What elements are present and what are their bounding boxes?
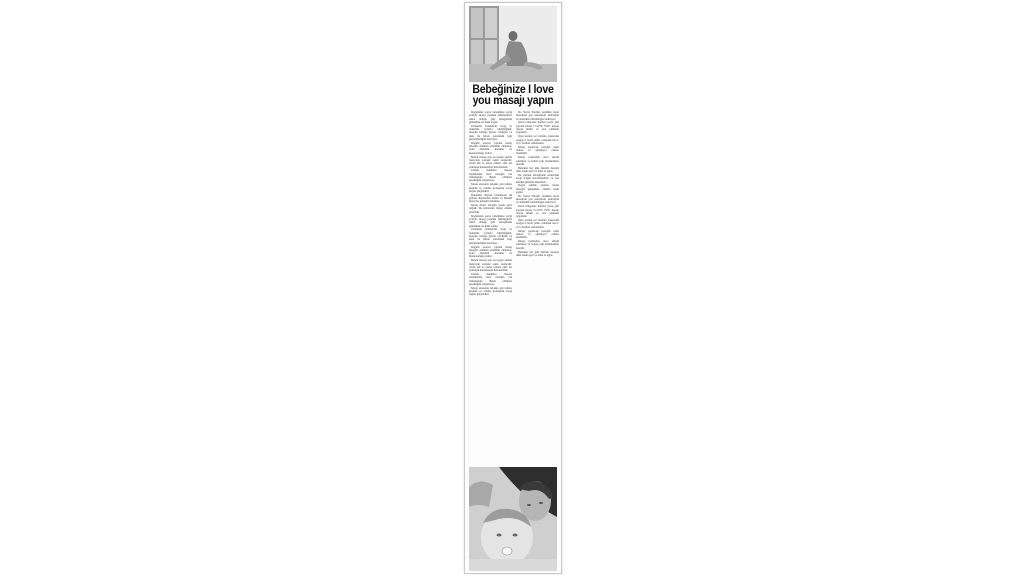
headline-line-1: Bebeğinize I love <box>472 84 554 96</box>
paragraph: Doğum sonrası yapılan masaj bebeğin sindirim sistemini rahatlatır, uyku düzenini destekler ve huzursuzluğu azaltır. <box>469 245 512 259</box>
article-headline <box>471 85 556 107</box>
paragraph: Doğumdan sonra bebeğinize sevgi yoluyla masaj yapmak sakinleştirici etkisi olduğu gibi bebeğinizin gelişimine de katkı sağlar. <box>469 111 512 124</box>
paragraph: Önce karnın sol tarafına yukarıdan aşağıya I harfi çizilir, ardından ters L ve U harfleri tamamlanır. <box>516 219 559 229</box>
paragraph: Karın bölgesine harfleri yazar gibi yapılan masaj 'I LOVE YOU' masajı olarak bilinir ve saat yönünde uygulanır. <box>516 205 559 219</box>
article-body <box>469 111 559 465</box>
article-column-left <box>469 111 512 465</box>
paragraph: Uzman hekimler masaja başlamadan önce bebeğin tok olmamasına dikkat edilmesi gerektiğini vurguluyor. <box>469 273 512 286</box>
headline-line-2: you masajı yapın <box>472 95 554 107</box>
paragraph: Bebek masajı için en uygun zaman banyodan sonraki sakin saatlerdir; ortam ılık ve sessiz olmalı, eller ise yumuşak hareketlerle ilerlemelidir. <box>469 259 512 273</box>
paragraph: Doğum sonrası yapılan masaj bebeğin sindirim sistemini rahatlatır, uyku düzenini destekler ve huzursuzluğu azaltır. <box>469 141 512 155</box>
paragraph: Bu yöntem bebeğinizle aranızdaki sevgi bağını kuvvetlendirir ve ona kendini güvende hissettirir. <box>516 173 559 184</box>
paragraph: Bebekler her gün düzenli masajla daha sakin uyur ve daha az ağlar. <box>516 250 559 257</box>
article-column-right <box>516 111 559 465</box>
paragraph: Dr. Yavuz Yardım, özellikle karın masajının gaz sancılarını azalttığını ve sindirimi rahatlattığını belirtiyor. <box>516 111 559 121</box>
paragraph: Doğumdan sonra bebeğinize sevgi yoluyla masaj yapmak sakinleştirici etkisi olduğu gibi bebeğinizin gelişimine de katkı sağlar. <box>469 214 512 228</box>
paragraph: Uzmanlar bebeklerin sevgi ve dokunma yoluyla büyüdüğünü, masajın bebeğe güven verdiğini ve anne ile bebek arasındaki bağı güçlendirdiğini belirtiyor. <box>469 228 512 245</box>
paragraph: Bebekler her gün düzenli masajla daha sakin uyur ve daha az ağlar. <box>516 166 559 174</box>
paragraph: Masaj yapmadan önce ellerin ısıtılması ve bebek yağı kullanılması önerilir. <box>516 156 559 166</box>
paragraph: Uzmanlar bebeklerin sevgi ve dokunma yoluyla büyüdüğünü, masajın bebeğe güven verdiğini ve anne ile bebek arasındaki bağı güçlendirdiğini belirtiyor. <box>469 124 512 141</box>
newspaper-clipping <box>464 2 562 574</box>
mother-and-baby-photo <box>469 467 557 571</box>
paragraph: Dokunma duyusu bebeklerde ilk gelişen duyulardan biridir ve düzenli masaj bu gelişimi destekler. <box>469 193 512 204</box>
paragraph: Önce karnın sol tarafına yukarıdan aşağıya I harfi çizilir, ardından ters L ve U harfleri tamamlanır. <box>516 135 559 145</box>
paragraph: Masaj yapılacak bebeğin rahat olması ve ağlamıyor olması önemlidir. <box>516 229 559 240</box>
paragraph: Bebek masajı için en uygun zaman banyodan sonraki sakin saatlerdir; ortam ılık ve sessiz olmalı, eller ise yumuşak hareketlerle ilerlemelidir. <box>469 155 512 169</box>
woman-by-window-photo <box>469 6 557 82</box>
paragraph: Uzman hekimler masaja başlamadan önce bebeğin tok olmamasına dikkat edilmesi gerektiğini vurguluyor. <box>469 169 512 183</box>
paragraph: Karın bölgesine harfleri yazar gibi yapılan masaj 'I LOVE YOU' masajı olarak bilinir ve saat yönünde uygulanır. <box>516 121 559 135</box>
paragraph: Masaj sırasında bebekle göz teması kurmak ve onunla konuşmak sevgi bağını güçlendirir. <box>469 286 512 297</box>
paragraph: Dr. Yavuz Yardım, özellikle karın masajının gaz sancılarını azalttığını ve sindirimi rahatlattığını belirtiyor. <box>516 194 559 205</box>
paragraph: Masaj sırasında bebekle göz teması kurmak ve onunla konuşmak sevgi bağını güçlendirir. <box>469 183 512 193</box>
paragraph: Masaj süresi bebeğin yaşına göre değişir; ilk haftalarda birkaç dakika yeterlidir. <box>469 204 512 214</box>
paragraph: Masaj yapmadan önce ellerin ısıtılması ve bebek yağı kullanılması önerilir. <box>516 240 559 250</box>
paragraph: Masaj yapılacak bebeğin rahat olması ve ağlamıyor olması önemlidir. <box>516 145 559 156</box>
paragraph: Doğru şekilde yapılan masaj bebeğin gelişimine olumlu katkı sağlar. <box>516 184 559 194</box>
